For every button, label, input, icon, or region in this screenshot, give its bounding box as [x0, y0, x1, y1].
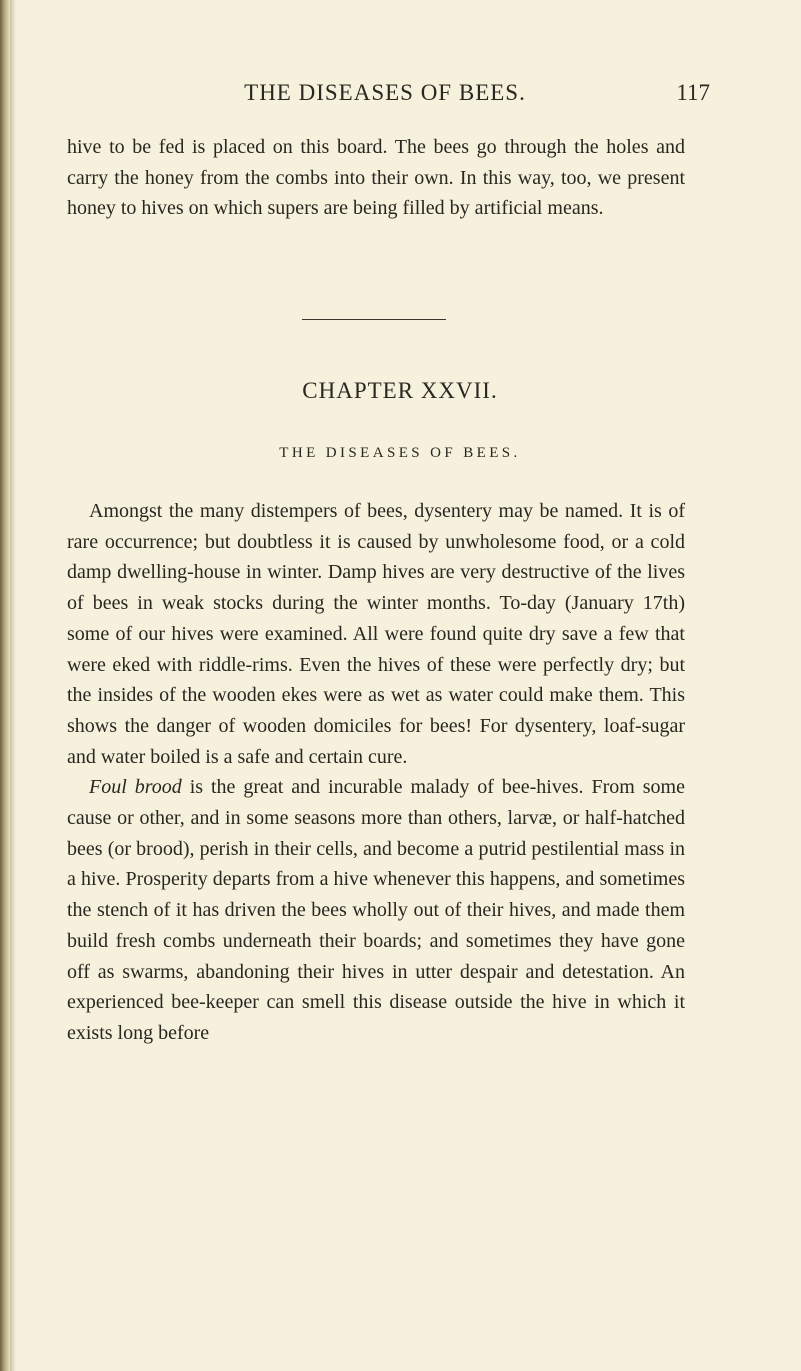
page-number: 117 — [676, 80, 710, 105]
intro-paragraph: hive to be fed is placed on this board. The bees go through the holes and carry the honey from the combs into their own. In this way, too, we present honey to hives on which supers are being filled by artificial means. — [67, 136, 685, 220]
intro-text-block — [67, 132, 685, 224]
body-text-block — [67, 496, 685, 1049]
foul-brood-text: is the great and incurable malady of bee-hives. From some cause or other, and in some seasons more than others, larvæ, or half-hatched bees (or brood), perish in their cells, and become a putrid pestilential mass in a hive. Prosperity departs from a hive whenever this happens, and sometimes the stench of it has driven the bees wholly out of their hives, and made them build fresh combs underneath their boards; and sometimes they have gone off as swarms, abandoning their hives in utter despair and detestation. An experienced bee-keeper can smell this disease outside the hive in which it exists long before — [67, 776, 685, 1044]
foul-brood-term: Foul brood — [89, 776, 182, 799]
foul-brood-paragraph — [67, 772, 685, 1048]
chapter-subheading: THE DISEASES OF BEES. — [279, 445, 521, 461]
running-head — [60, 80, 710, 110]
chapter-heading: CHAPTER XXVII. — [302, 378, 498, 403]
section-divider-rule — [302, 319, 446, 320]
page-binding-edge — [0, 0, 10, 1371]
dysentery-paragraph: Amongst the many distempers of bees, dysentery may be named. It is of rare occurrence; but doubtless it is caused by unwholesome food, or a cold damp dwelling-house in winter. Damp hives are very destructive of the lives of bees in weak stocks during the winter months. To-day (January 17th) some of our hives were examined. All were found quite dry save a few that were eked with riddle-rims. Even the hives of these were perfectly dry; but the insides of the wooden ekes were as wet as water could make them. This shows the danger of wooden domiciles for bees! For dysentery, loaf-sugar and water boiled is a safe and certain cure. — [67, 500, 685, 768]
running-title: THE DISEASES OF BEES. — [244, 80, 526, 105]
page-binding-shadow — [10, 0, 16, 1371]
